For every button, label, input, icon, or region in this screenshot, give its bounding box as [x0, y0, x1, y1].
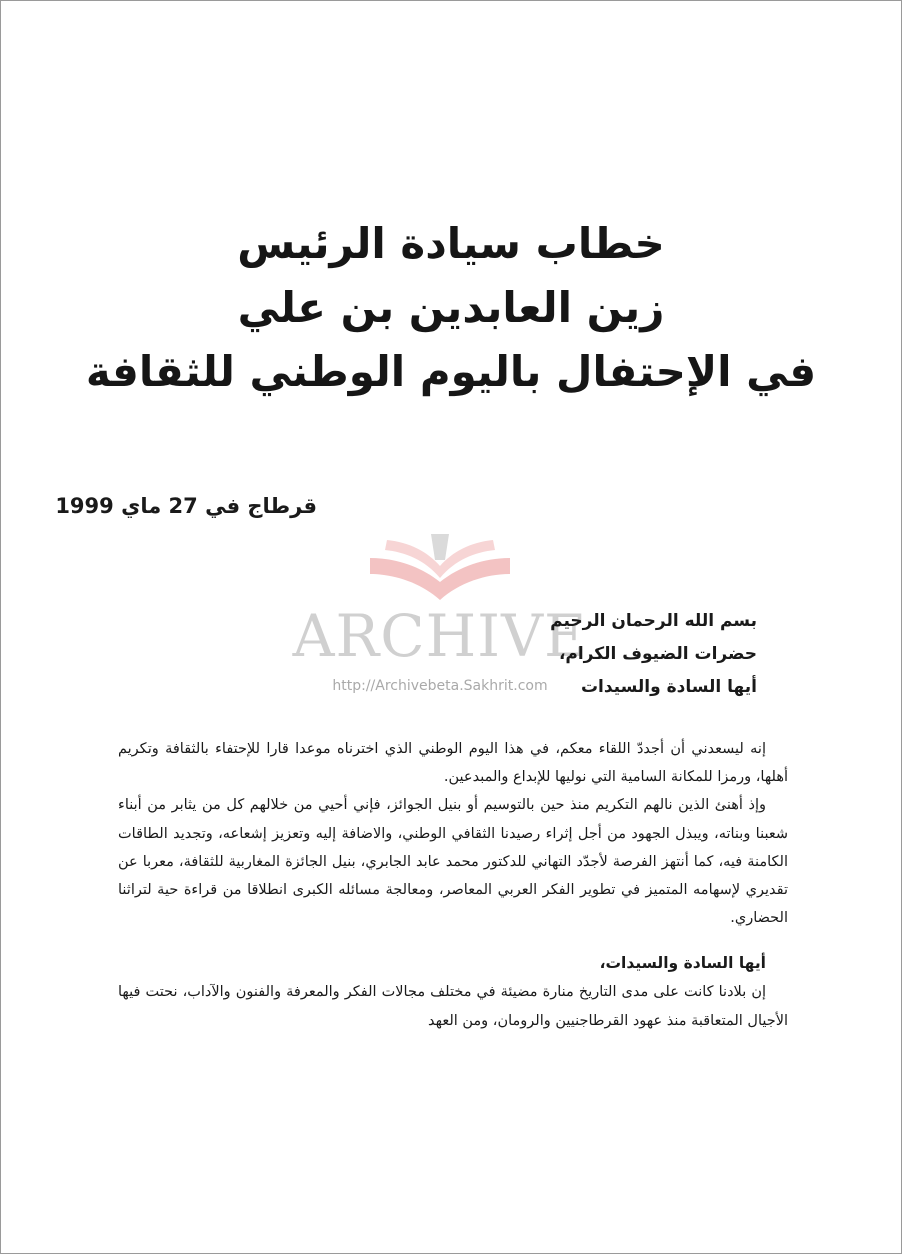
paragraph-3: إن بلادنا كانت على مدى التاريخ منارة مضيئة في مختلف مجالات الفكر والمعرفة والفنون والآداب، نحتت فيها الأجيال المتعاقبة منذ عهود القرطاجنيين والرومان، ومن العهد — [118, 984, 788, 1029]
greeting-audience: أيها السادة والسيدات — [580, 677, 757, 697]
watermark-text: ARCHIVE — [292, 602, 588, 670]
dateline: قرطاج في 27 ماي 1999 — [55, 494, 317, 518]
basmala: بسم الله الرحمان الرحيم — [550, 611, 757, 631]
salutation-block — [357, 605, 757, 704]
paragraph-2: وإذ أهنئ الذين نالهم التكريم منذ حين بالتوسيم أو بنيل الجوائز، فإني أحيي من خلالهم كل من يثابر من أبناء شعبنا وبناته، ويبذل الجهود من أجل إثراء رصيدنا الثقافي الوطني، والاضافة إليه وتعزيز إشعاعه، وتجديد الطاقات الكامنة فيه، كما أنتهز الفرصة لأجدّد التهاني للدكتور محمد عابد الجابري، بنيل الجائزة المغاربية للثقافة، معربا عن تقديري لإسهامه المتميز في تطوير الفكر العربي المعاصر، ومعالجة مسائله الكبرى انطلاقا من قراءة حية لتراثنا الحضاري. — [118, 797, 788, 927]
title-line-1: خطاب سيادة الرئيس — [237, 219, 665, 268]
title-line-3: في الإحتفال باليوم الوطني للثقافة — [85, 347, 817, 396]
watermark-url: http://Archivebeta.Sakhrit.com — [332, 678, 548, 694]
speech-title — [80, 212, 822, 404]
greeting-guests: حضرات الضيوف الكرام، — [558, 644, 757, 664]
title-line-2: زين العابدين بن علي — [237, 283, 665, 332]
speech-body — [118, 735, 788, 1035]
paragraph-1: إنه ليسعدني أن أجددّ اللقاء معكم، في هذا اليوم الوطني الذي اخترناه موعدا قارا للإحتفاء بالثقافة وتكريم أهلها، ورمزا للمكانة السامية التي نوليها للإبداع والمبدعين. — [118, 741, 788, 786]
section-heading: أيها السادة والسيدات، — [599, 954, 766, 973]
open-book-icon — [365, 530, 515, 610]
